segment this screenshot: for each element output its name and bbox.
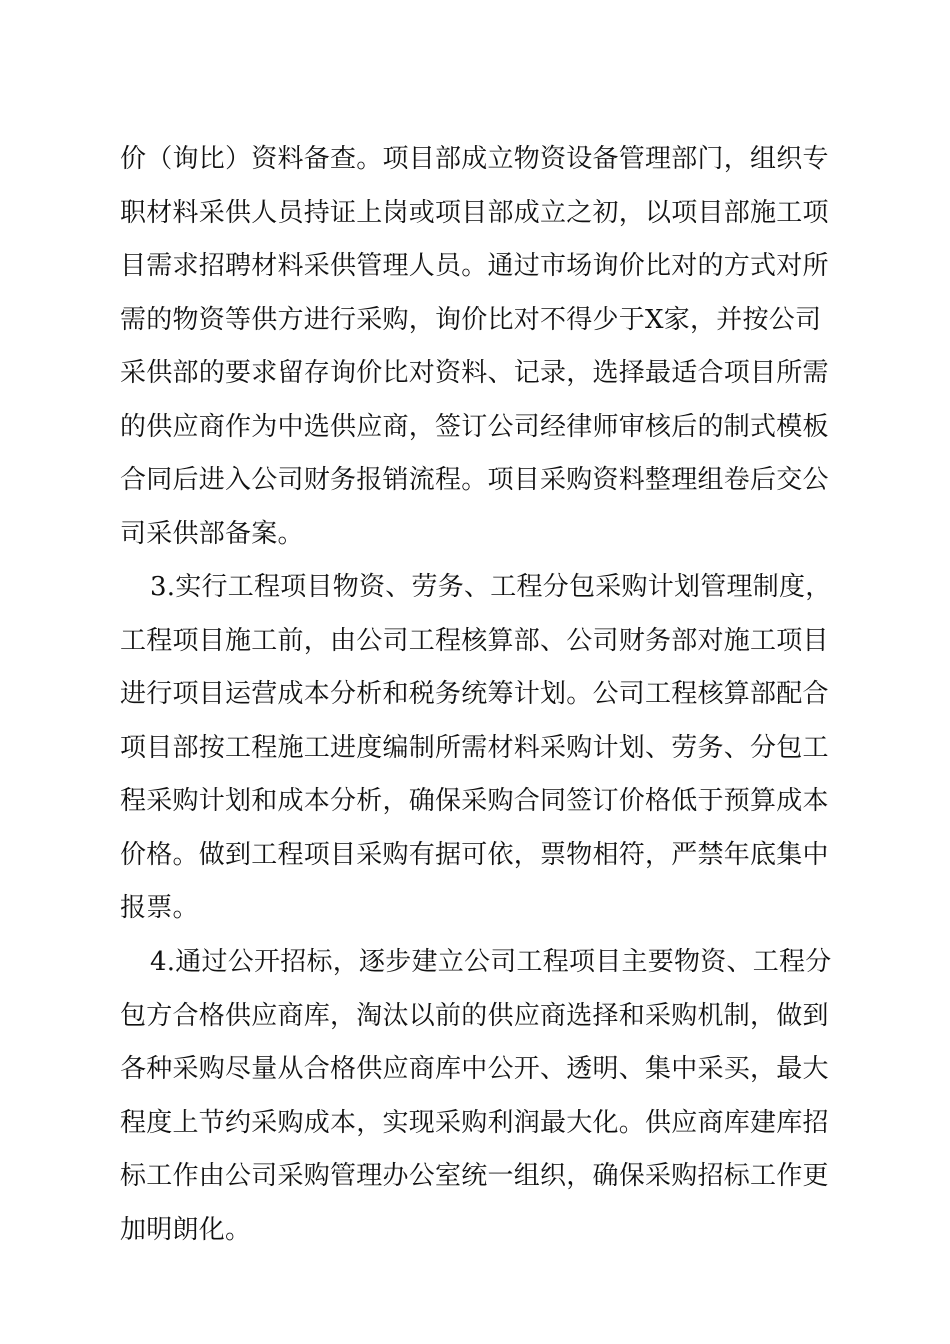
text-line: 进行项目运营成本分析和税务统筹计划。公司工程核算部配合: [120, 679, 829, 709]
text-line: 价（询比）资料备查。项目部成立物资设备管理部门，组织专: [120, 144, 829, 174]
paragraph-procurement-inquiry: [120, 133, 832, 561]
text-line: 职材料采供人员持证上岗或项目部成立之初，以项目部施工项: [120, 197, 829, 228]
text-line: 目需求招聘材料采供管理人员。通过市场询价比对的方式对所: [120, 251, 829, 281]
text-line: 价格。做到工程项目采购有据可依，票物相符，严禁年底集中: [120, 839, 829, 870]
text-line: 程度上节约采购成本，实现采购利润最大化。供应商库建库招: [120, 1107, 829, 1138]
text-line: 各种采购尽量从合格供应商库中公开、透明、集中采买，最大: [120, 1054, 829, 1084]
text-line: 报票。: [120, 893, 199, 923]
text-line: 工程项目施工前，由公司工程核算部、公司财务部对施工项目: [120, 625, 829, 656]
text-line: 4.通过公开招标，逐步建立公司工程项目主要物资、工程分: [150, 947, 832, 977]
text-line: 需的物资等供方进行采购，询价比对不得少于X家，并按公司: [120, 304, 822, 335]
text-line: 的供应商作为中选供应商，签订公司经律师审核后的制式模板: [120, 411, 829, 442]
paragraph-item-4-public-tender: [120, 936, 832, 1257]
text-line: 3.实行工程项目物资、劳务、工程分包采购计划管理制度，: [150, 572, 832, 602]
text-line: 合同后进入公司财务报销流程。项目采购资料整理组卷后交公: [120, 465, 829, 495]
text-line: 包方合格供应商库，淘汰以前的供应商选择和采购机制，做到: [120, 1000, 829, 1031]
text-line: 标工作由公司采购管理办公室统一组织，确保采购招标工作更: [120, 1161, 829, 1191]
text-line: 司采供部备案。: [120, 518, 304, 549]
text-line: 项目部按工程施工进度编制所需材料采购计划、劳务、分包工: [120, 732, 829, 763]
paragraph-item-3-procurement-plan: [120, 561, 832, 936]
text-line: 程采购计划和成本分析，确保采购合同签订价格低于预算成本: [120, 786, 829, 816]
text-line: 加明朗化。: [120, 1214, 252, 1245]
text-line: 采供部的要求留存询价比对资料、记录，选择最适合项目所需: [120, 358, 829, 388]
